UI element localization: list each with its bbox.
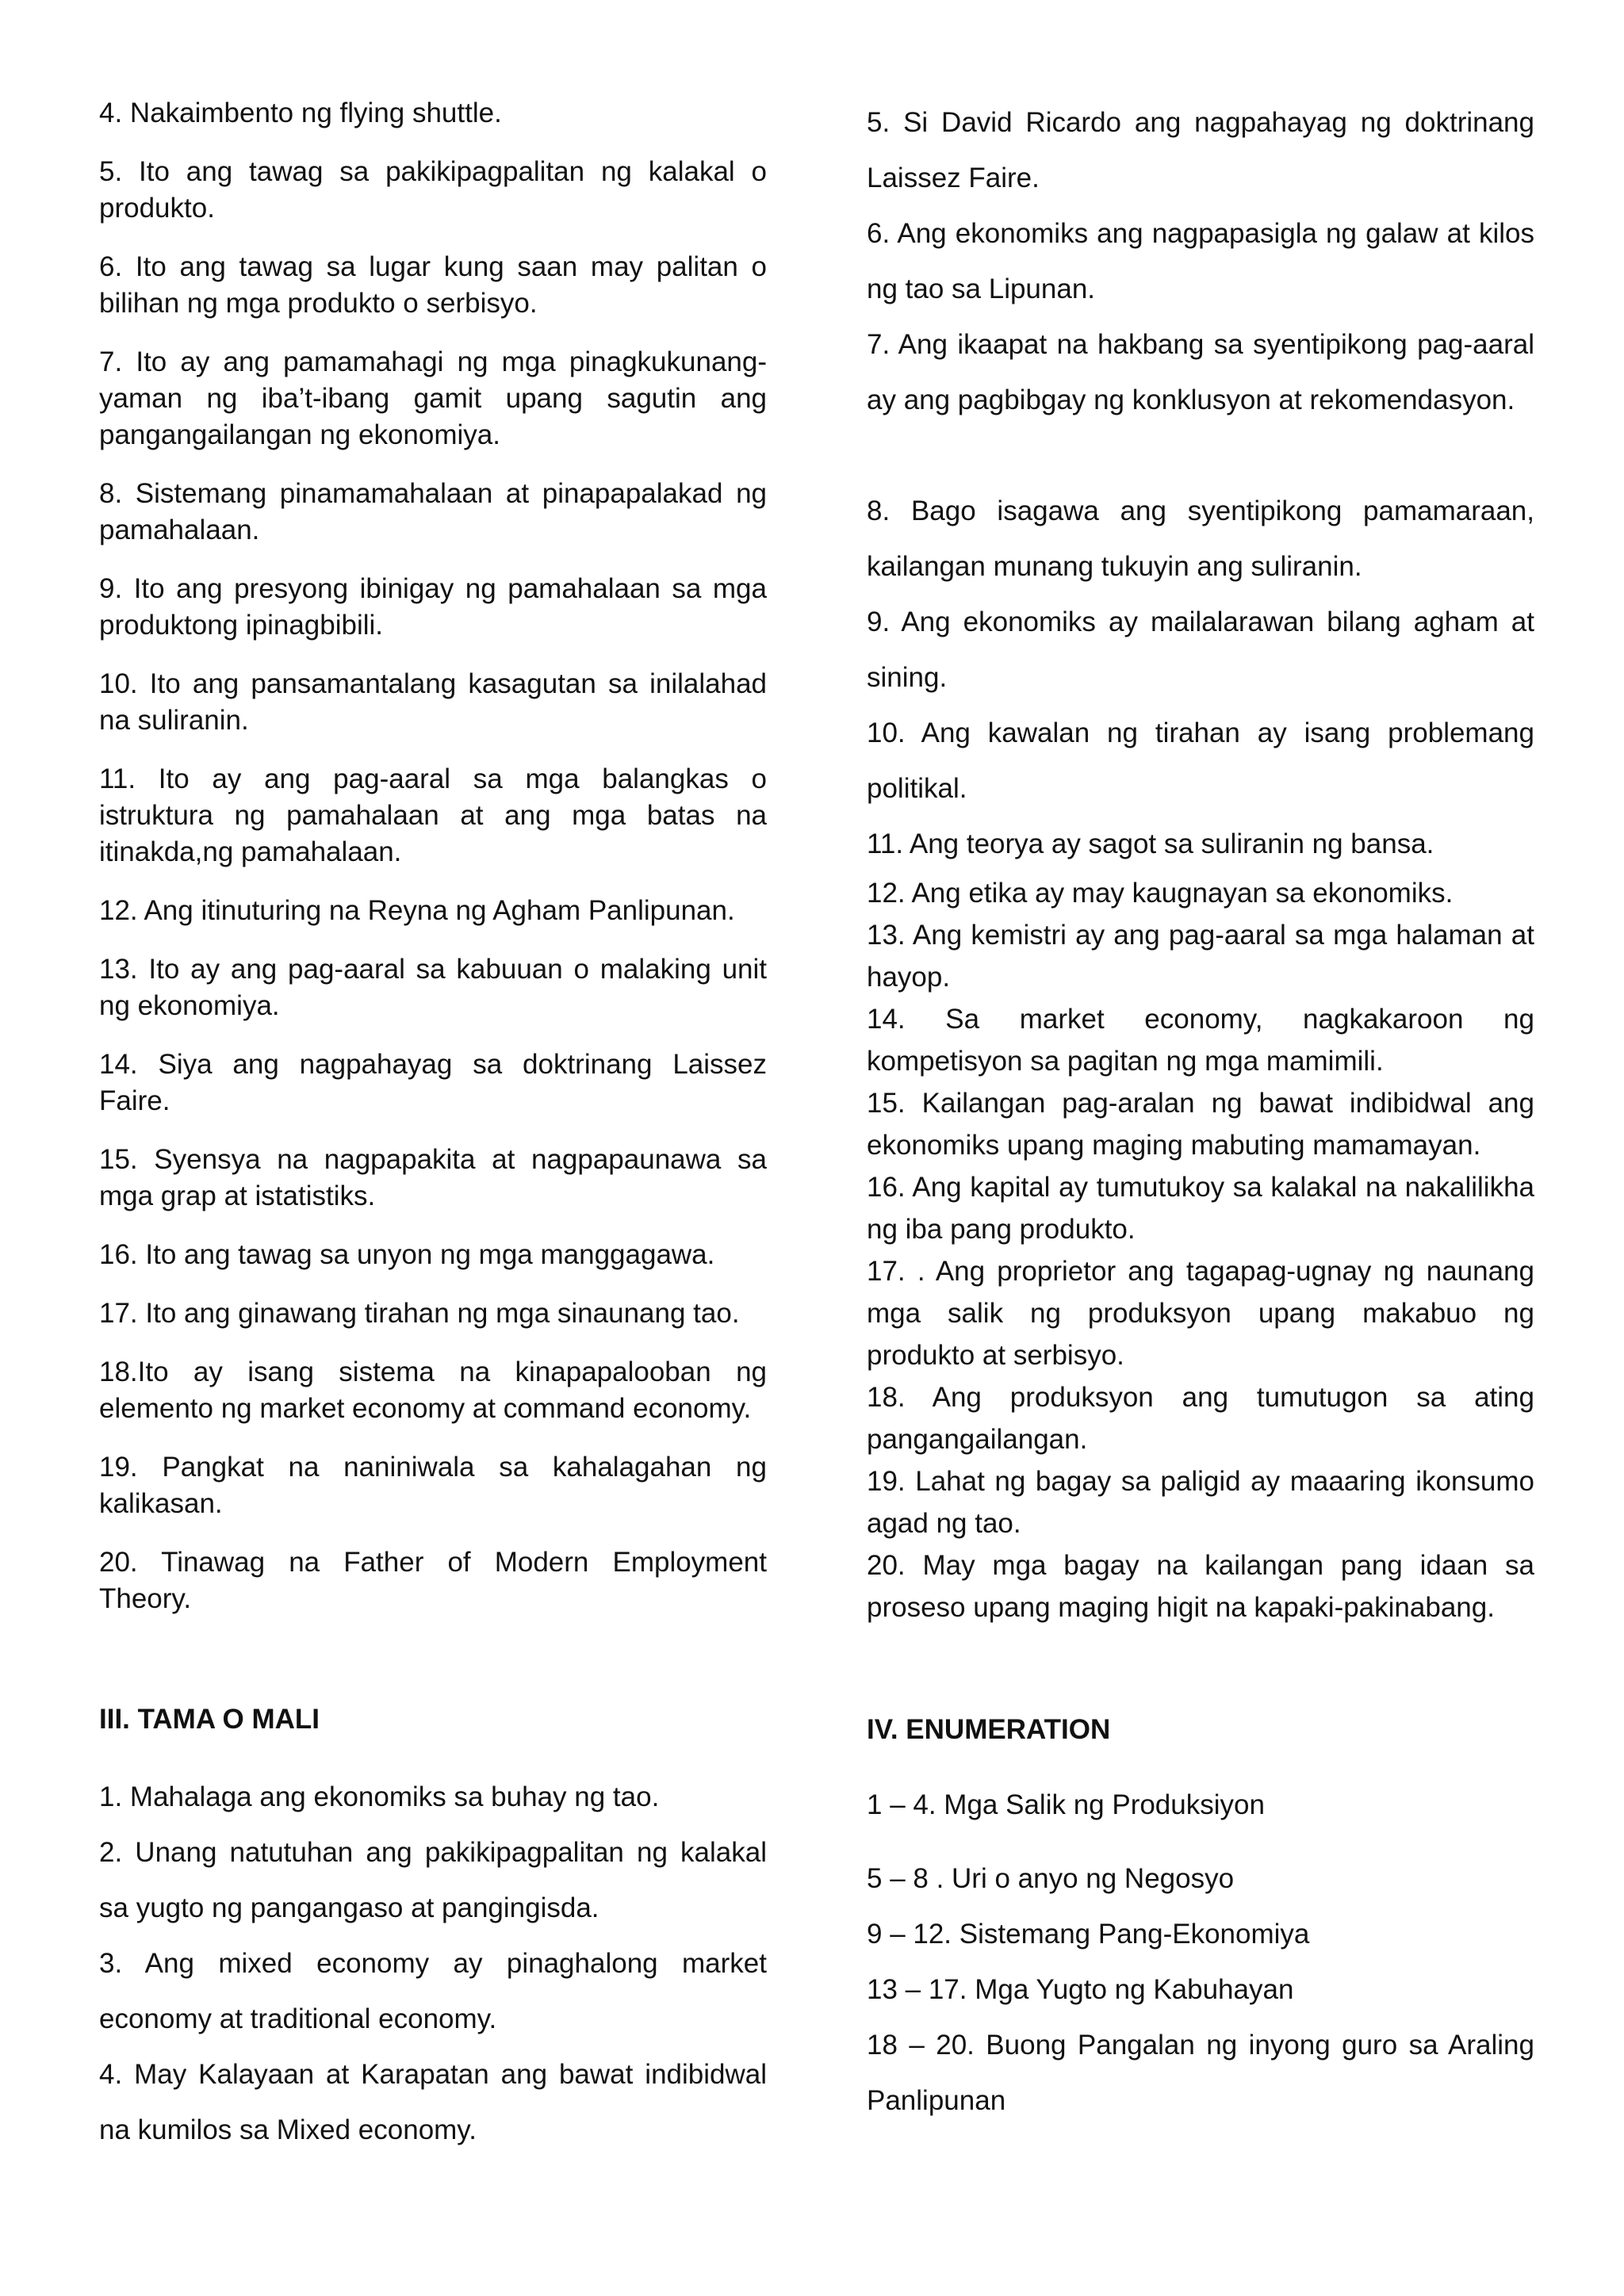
true-false-item: 14. Sa market economy, nagkakaroon ng kompetisyon sa pagitan ng mga mamimili.: [867, 1004, 1534, 1077]
section-heading-tama-o-mali: III. TAMA O MALI: [99, 1704, 320, 1735]
true-false-item: 10. Ang kawalan ng tirahan ay isang problemang politikal.: [867, 718, 1534, 804]
left-column: [99, 95, 767, 2158]
true-false-item: 8. Bago isagawa ang syentipikong pamamaraan, kailangan munang tukuyin ang suliranin.: [867, 496, 1534, 582]
true-false-item: 4. May Kalayaan at Karapatan ang bawat indibidwal na kumilos sa Mixed economy.: [99, 2059, 767, 2145]
true-false-item: 6. Ang ekonomiks ang nagpapasigla ng galaw at kilos ng tao sa Lipunan.: [867, 218, 1534, 304]
question-item: 12. Ang itinuturing na Reyna ng Agham Panlipunan.: [99, 895, 735, 926]
enumeration-item: 1 – 4. Mga Salik ng Produksiyon: [867, 1789, 1265, 1820]
true-false-item: 20. May mga bagay na kailangan pang idaan sa proseso upang maging higit na kapaki-pakinabang.: [867, 1550, 1534, 1623]
question-item: 9. Ito ang presyong ibinigay ng pamahalaan sa mga produktong ipinagbibili.: [99, 573, 767, 641]
enumeration-item: 18 – 20. Buong Pangalan ng inyong guro sa Araling Panlipunan: [867, 2030, 1534, 2116]
true-false-items-right-b: [867, 484, 1534, 872]
question-item: 7. Ito ay ang pamamahagi ng mga pinagkukunang-yaman ng iba’t-ibang gamit upang sagutin ang pangangailangan ng ekonomiya.: [99, 346, 767, 450]
question-item: 8. Sistemang pinamamahalaan at pinapapalakad ng pamahalaan.: [99, 478, 767, 545]
true-false-item: 3. Ang mixed economy ay pinaghalong market economy at traditional economy.: [99, 1948, 767, 2034]
question-item: 15. Syensya na nagpapakita at nagpapaunawa sa mga grap at istatistiks.: [99, 1144, 767, 1211]
right-column: [867, 95, 1534, 2129]
true-false-item: 2. Unang natutuhan ang pakikipagpalitan ng kalakal sa yugto ng pangangaso at pangingisda.: [99, 1837, 767, 1923]
question-item: 14. Siya ang nagpahayag sa doktrinang Laissez Faire.: [99, 1049, 767, 1116]
enumeration-item: 9 – 12. Sistemang Pang-Ekonomiya: [867, 1919, 1310, 1950]
question-item: 13. Ito ay ang pag-aaral sa kabuuan o malaking unit ng ekonomiya.: [99, 954, 767, 1021]
question-item: 5. Ito ang tawag sa pakikipagpalitan ng kalakal o produkto.: [99, 156, 767, 224]
true-false-item: 5. Si David Ricardo ang nagpahayag ng doktrinang Laissez Faire.: [867, 107, 1534, 193]
question-item: 18.Ito ay isang sistema na kinapapalooban ng elemento ng market economy at command economy.: [99, 1357, 767, 1424]
true-false-item: 16. Ang kapital ay tumutukoy sa kalakal na nakalilikha ng iba pang produkto.: [867, 1172, 1534, 1245]
true-false-item: 12. Ang etika ay may kaugnayan sa ekonomiks.: [867, 878, 1454, 909]
true-false-item: 7. Ang ikaapat na hakbang sa syentipikong pag-aaral ay ang pagbibgay ng konklusyon at rekomendasyon.: [867, 329, 1534, 415]
question-item: 16. Ito ang tawag sa unyon ng mga manggagawa.: [99, 1239, 715, 1270]
enumeration-item: 5 – 8 . Uri o anyo ng Negosyo: [867, 1863, 1235, 1894]
enumeration-item: 13 – 17. Mga Yugto ng Kabuhayan: [867, 1974, 1294, 2005]
question-item: 11. Ito ay ang pag-aaral sa mga balangkas o istruktura ng pamahalaan at ang mga batas na itinakda,ng pamahalaan.: [99, 763, 767, 867]
true-false-item: 15. Kailangan pag-aralan ng bawat indibidwal ang ekonomiks upang maging mabuting mamamayan.: [867, 1088, 1534, 1161]
section-heading-enumeration: IV. ENUMERATION: [867, 1714, 1111, 1745]
true-false-item: 9. Ang ekonomiks ay mailalarawan bilang agham at sining.: [867, 607, 1534, 693]
true-false-items-left: [99, 1770, 767, 2158]
true-false-item: 13. Ang kemistri ay ang pag-aaral sa mga halaman at hayop.: [867, 920, 1534, 993]
true-false-item: 17. . Ang proprietor ang tagapag-ugnay ng naunang mga salik ng produksyon upang makabuo ng produkto at serbisyo.: [867, 1256, 1534, 1371]
question-item: 19. Pangkat na naniniwala sa kahalagahan ng kalikasan.: [99, 1452, 767, 1519]
true-false-item: 1. Mahalaga ang ekonomiks sa buhay ng tao.: [99, 1781, 660, 1812]
question-item: 17. Ito ang ginawang tirahan ng mga sinaunang tao.: [99, 1298, 740, 1329]
true-false-item: 19. Lahat ng bagay sa paligid ay maaaring ikonsumo agad ng tao.: [867, 1466, 1534, 1539]
question-item: 4. Nakaimbento ng flying shuttle.: [99, 98, 502, 128]
question-item: 20. Tinawag na Father of Modern Employment Theory.: [99, 1547, 767, 1614]
true-false-item: 18. Ang produksyon ang tumutugon sa ating pangangailangan.: [867, 1382, 1534, 1455]
enumeration-items: [867, 1781, 1534, 2129]
true-false-items-right-a: [867, 95, 1534, 428]
true-false-item: 11. Ang teorya ay sagot sa suliranin ng bansa.: [867, 828, 1434, 859]
question-item: 6. Ito ang tawag sa lugar kung saan may palitan o bilihan ng mga produkto o serbisyo.: [99, 251, 767, 319]
true-false-items-right-c: [867, 872, 1534, 1628]
question-item: 10. Ito ang pansamantalang kasagutan sa inilalahad na suliranin.: [99, 668, 767, 736]
identification-items-left: [99, 95, 767, 1617]
